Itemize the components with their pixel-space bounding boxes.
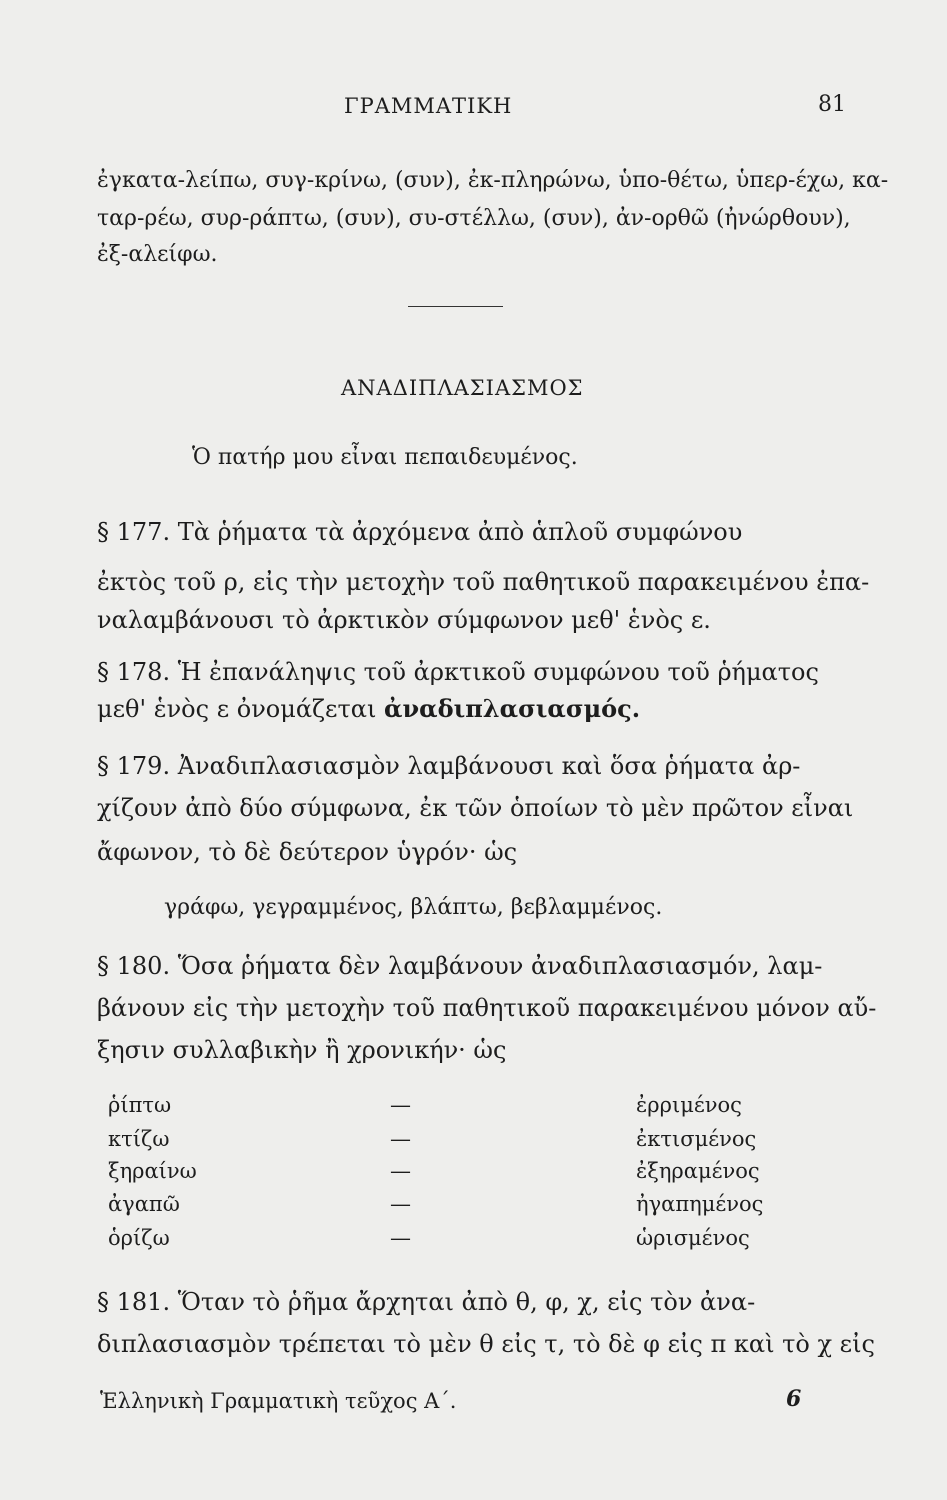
para-178-text: μεθ' ἑνὸς ε ὀνομάζεται bbox=[97, 695, 385, 723]
participle: ἐξηραμένος bbox=[636, 1159, 760, 1183]
verb: ἀγαπῶ bbox=[108, 1192, 180, 1216]
verb: κτίζω bbox=[108, 1127, 170, 1151]
para-177-line-3: ναλαμβάνουσι τὸ ἀρκτικὸν σύμφωνον μεθ' ἑνὸς ε. bbox=[97, 606, 711, 634]
verb: ὁρίζω bbox=[108, 1226, 170, 1250]
para-178-line-2 bbox=[97, 694, 640, 723]
para-177-line-1: § 177. Τὰ ῥήματα τὰ ἀρχόμενα ἀπὸ ἁπλοῦ συμφώνου bbox=[97, 518, 743, 546]
verb: ξηραίνω bbox=[108, 1159, 197, 1183]
intro-line-2: ταρ-ρέω, συρ-ράπτω, (συν), συ-στέλλω, (συν), ἀν-ορθῶ (ἠνώρθουν), bbox=[97, 206, 851, 231]
participle: ἐκτισμένος bbox=[636, 1127, 757, 1151]
signature-mark: 6 bbox=[786, 1386, 802, 1412]
section-example: Ὁ πατήρ μου εἶναι πεπαιδευμένος. bbox=[192, 445, 578, 470]
para-180-line-3: ξησιν συλλαβικὴν ἢ χρονικήν· ὡς bbox=[97, 1036, 507, 1064]
footer-book-title: Ἑλληνικὴ Γραμματικὴ τεῦχος Α΄. bbox=[100, 1389, 457, 1413]
para-179-line-2: χίζουν ἀπὸ δύο σύμφωνα, ἐκ τῶν ὁποίων τὸ μὲν πρῶτον εἶναι bbox=[97, 794, 854, 822]
dash: — bbox=[390, 1226, 411, 1250]
dash: — bbox=[390, 1192, 411, 1216]
dash: — bbox=[390, 1127, 411, 1151]
intro-line-1: ἐγκατα-λείπω, συγ-κρίνω, (συν), ἐκ-πληρώνω, ὑπο-θέτω, ὑπερ-έχω, κα- bbox=[97, 168, 889, 193]
para-179-line-1: § 179. Ἀναδιπλασιασμὸν λαμβάνουσι καὶ ὅσα ῥήματα ἀρ- bbox=[97, 752, 801, 780]
para-180-line-2: βάνουν εἰς τὴν μετοχὴν τοῦ παθητικοῦ παρακειμένου μόνον αὔ- bbox=[97, 994, 877, 1022]
page-number: 81 bbox=[818, 92, 846, 117]
verb: ῥίπτω bbox=[108, 1093, 172, 1117]
dash: — bbox=[390, 1093, 411, 1117]
para-181-line-2: διπλασιασμὸν τρέπεται τὸ μὲν θ εἰς τ, τὸ δὲ φ εἰς π καὶ τὸ χ εἰς bbox=[97, 1330, 875, 1358]
section-title: ΑΝΑΔΙΠΛΑΣΙΑΣΜΟΣ bbox=[341, 376, 584, 400]
section-divider bbox=[408, 306, 503, 307]
para-181-line-1: § 181. Ὅταν τὸ ῥῆμα ἄρχηται ἀπὸ θ, φ, χ, εἰς τὸν ἀνα- bbox=[97, 1288, 756, 1316]
para-179-example: γράφω, γεγραμμένος, βλάπτω, βεβλαμμένος. bbox=[164, 895, 663, 920]
para-180-line-1: § 180. Ὅσα ῥήματα δὲν λαμβάνουν ἀναδιπλασιασμόν, λαμ- bbox=[97, 952, 823, 980]
intro-line-3: ἐξ-αλείφω. bbox=[97, 242, 218, 267]
running-header-title: ΓΡΑΜΜΑΤΙΚΗ bbox=[344, 94, 513, 118]
participle: ἠγαπημένος bbox=[636, 1192, 764, 1216]
para-178-line-1: § 178. Ἡ ἐπανάληψις τοῦ ἀρκτικοῦ συμφώνου τοῦ ῥήματος bbox=[97, 658, 819, 686]
participle: ἐρριμένος bbox=[636, 1093, 742, 1117]
participle: ὡρισμένος bbox=[636, 1226, 750, 1250]
para-177-line-2: ἐκτὸς τοῦ ρ, εἰς τὴν μετοχὴν τοῦ παθητικοῦ παρακειμένου ἐπα- bbox=[97, 568, 870, 596]
dash: — bbox=[390, 1159, 411, 1183]
para-179-line-3: ἄφωνον, τὸ δὲ δεύτερον ὑγρόν· ὡς bbox=[97, 838, 518, 866]
term-anadiplasiasmos: ἀναδιπλασιασμός. bbox=[384, 694, 641, 723]
